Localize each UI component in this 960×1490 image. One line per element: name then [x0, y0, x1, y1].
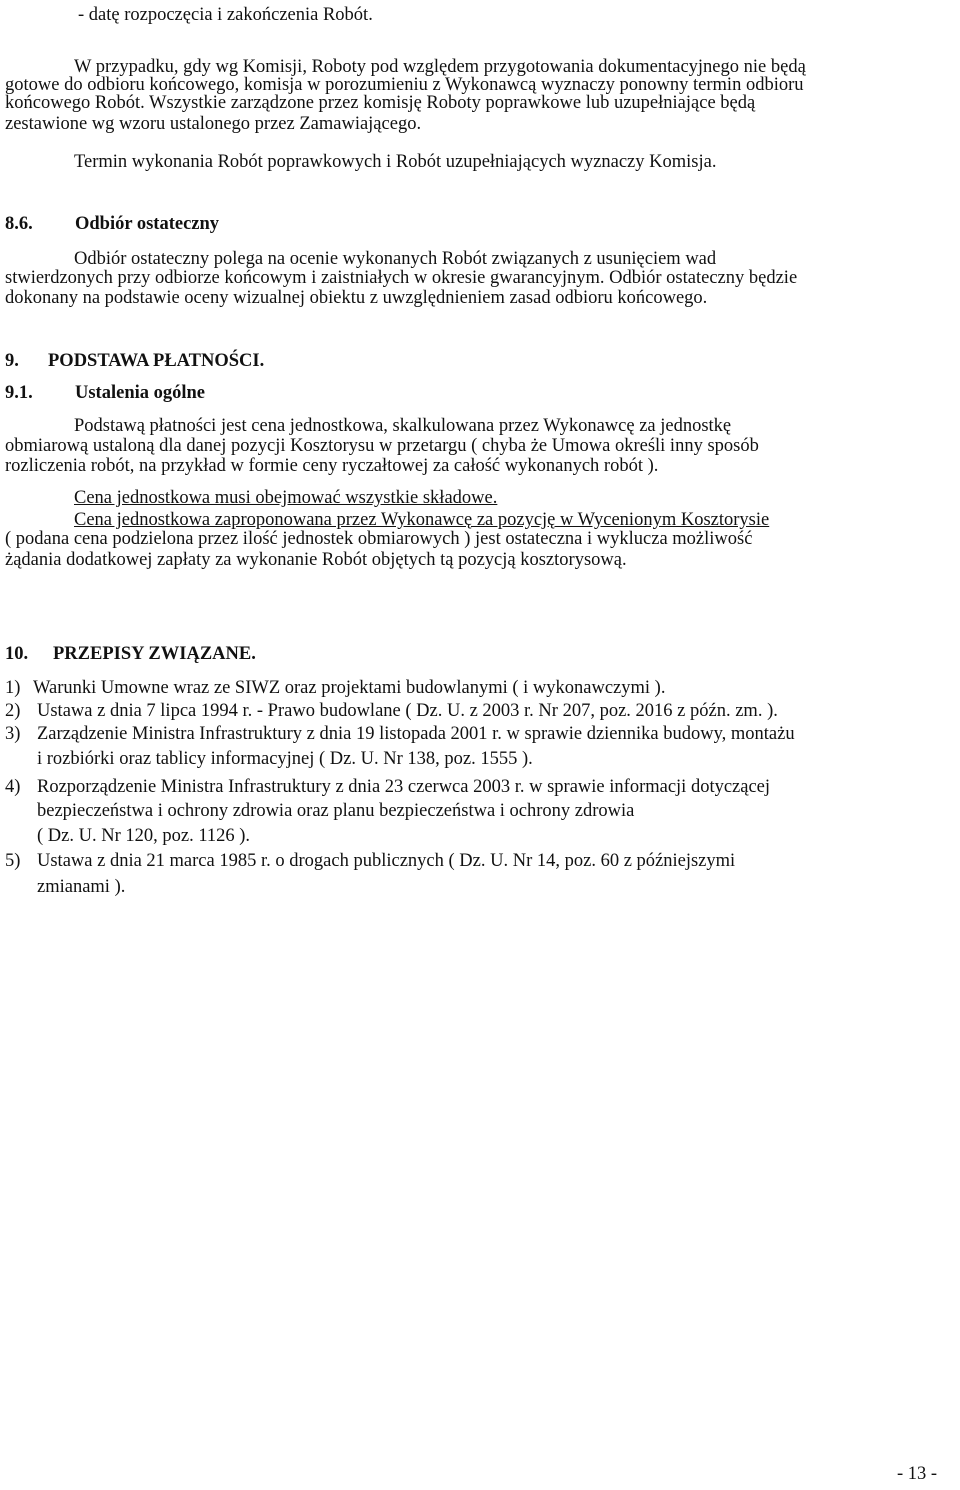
regulation-text: Ustawa z dnia 7 lipca 1994 r. - Prawo budowlane ( Dz. U. z 2003 r. Nr 207, poz. 2016 z późn. zm. ). — [37, 701, 778, 721]
regulation-number: 3) — [5, 724, 21, 744]
section-title: Ustalenia ogólne — [75, 383, 206, 403]
section-9-1-heading — [5, 382, 205, 404]
section-number: 9.1. — [5, 383, 33, 403]
regulation-number: 4) — [5, 777, 21, 797]
underlined-note: Cena jednostkowa musi obejmować wszystkie składowe. — [74, 488, 498, 508]
para3-line: Odbiór ostateczny polega na ocenie wykonanych Robót związanych z usunięciem wad — [74, 249, 717, 269]
section-10-heading — [5, 643, 256, 665]
section-number: 8.6. — [5, 214, 33, 234]
regulation-continuation: bezpieczeństwa i ochrony zdrowia oraz planu bezpieczeństwa i ochrony zdrowia — [37, 801, 635, 821]
section-title: PRZEPISY ZWIĄZANE. — [53, 644, 256, 664]
regulation-number: 1) — [5, 678, 21, 698]
regulation-number: 5) — [5, 851, 21, 871]
section-8-6-heading — [5, 213, 219, 235]
section-9-heading — [5, 350, 264, 372]
para1-line: zestawione wg wzoru ustalonego przez Zamawiającego. — [5, 114, 422, 134]
regulation-item — [5, 700, 778, 722]
underlined-note: Cena jednostkowa zaproponowana przez Wykonawcę za pozycję w Wycenionym Kosztorysie — [74, 510, 770, 530]
regulation-item — [5, 776, 770, 798]
para4-line: rozliczenia robót, na przykład w formie ceny ryczałtowej za całość wykonanych robót ). — [5, 456, 659, 476]
para2-line: Termin wykonania Robót poprawkowych i Robót uzupełniających wyznaczy Komisja. — [74, 152, 717, 172]
para5-line: ( podana cena podzielona przez ilość jednostek obmiarowych ) jest ostateczna i wyklucza możliwość — [5, 529, 753, 549]
section-title: PODSTAWA PŁATNOŚCI. — [48, 351, 265, 371]
regulation-continuation: zmianami ). — [37, 877, 126, 897]
para3-line: stwierdzonych przy odbiorze końcowym i zaistniałych w okresie gwarancyjnym. Odbiór ostateczny będzie — [5, 268, 798, 288]
regulation-text: Ustawa z dnia 21 marca 1985 r. o drogach publicznych ( Dz. U. Nr 14, poz. 60 z późniejszymi — [37, 851, 736, 871]
para5-line: żądania dodatkowej zapłaty za wykonanie Robót objętych tą pozycją kosztorysową. — [5, 550, 627, 570]
regulation-text: Zarządzenie Ministra Infrastruktury z dnia 19 listopada 2001 r. w sprawie dziennika budowy, montażu — [37, 724, 795, 744]
regulation-item — [5, 723, 795, 745]
para4-line: Podstawą płatności jest cena jednostkowa, skalkulowana przez Wykonawcę za jednostkę — [74, 416, 732, 436]
para1-line: gotowe do odbioru końcowego, komisja w porozumieniu z Wykonawcą wyznaczy ponowny termin odbioru — [5, 75, 804, 95]
regulation-item — [5, 850, 735, 872]
start-end-date-bullet: - datę rozpoczęcia i zakończenia Robót. — [78, 5, 373, 25]
page-number: - 13 - — [897, 1464, 938, 1484]
regulation-continuation: i rozbiórki oraz tablicy informacyjnej ( Dz. U. Nr 138, poz. 1555 ). — [37, 749, 533, 769]
regulation-number: 2) — [5, 701, 21, 721]
section-number: 10. — [5, 644, 29, 664]
para3-line: dokonany na podstawie oceny wizualnej obiektu z uwzględnieniem zasad odbioru końcowego. — [5, 288, 708, 308]
section-number: 9. — [5, 351, 19, 371]
regulation-continuation: ( Dz. U. Nr 120, poz. 1126 ). — [37, 826, 251, 846]
regulation-text: Warunki Umowne wraz ze SIWZ oraz projektami budowlanymi ( i wykonawczymi ). — [33, 678, 666, 698]
section-title: Odbiór ostateczny — [75, 214, 220, 234]
regulation-text: Rozporządzenie Ministra Infrastruktury z dnia 23 czerwca 2003 r. w sprawie informacji dotyczącej — [37, 777, 771, 797]
para1-line: W przypadku, gdy wg Komisji, Roboty pod względem przygotowania dokumentacyjnego nie będą — [74, 57, 806, 77]
para4-line: obmiarową ustaloną dla danej pozycji Kosztorysu w przetargu ( chyba że Umowa określi inny sposób — [5, 436, 759, 456]
para1-line: końcowego Robót. Wszystkie zarządzone przez komisję Roboty poprawkowe lub uzupełniające będą — [5, 93, 756, 113]
regulation-item — [5, 677, 665, 699]
